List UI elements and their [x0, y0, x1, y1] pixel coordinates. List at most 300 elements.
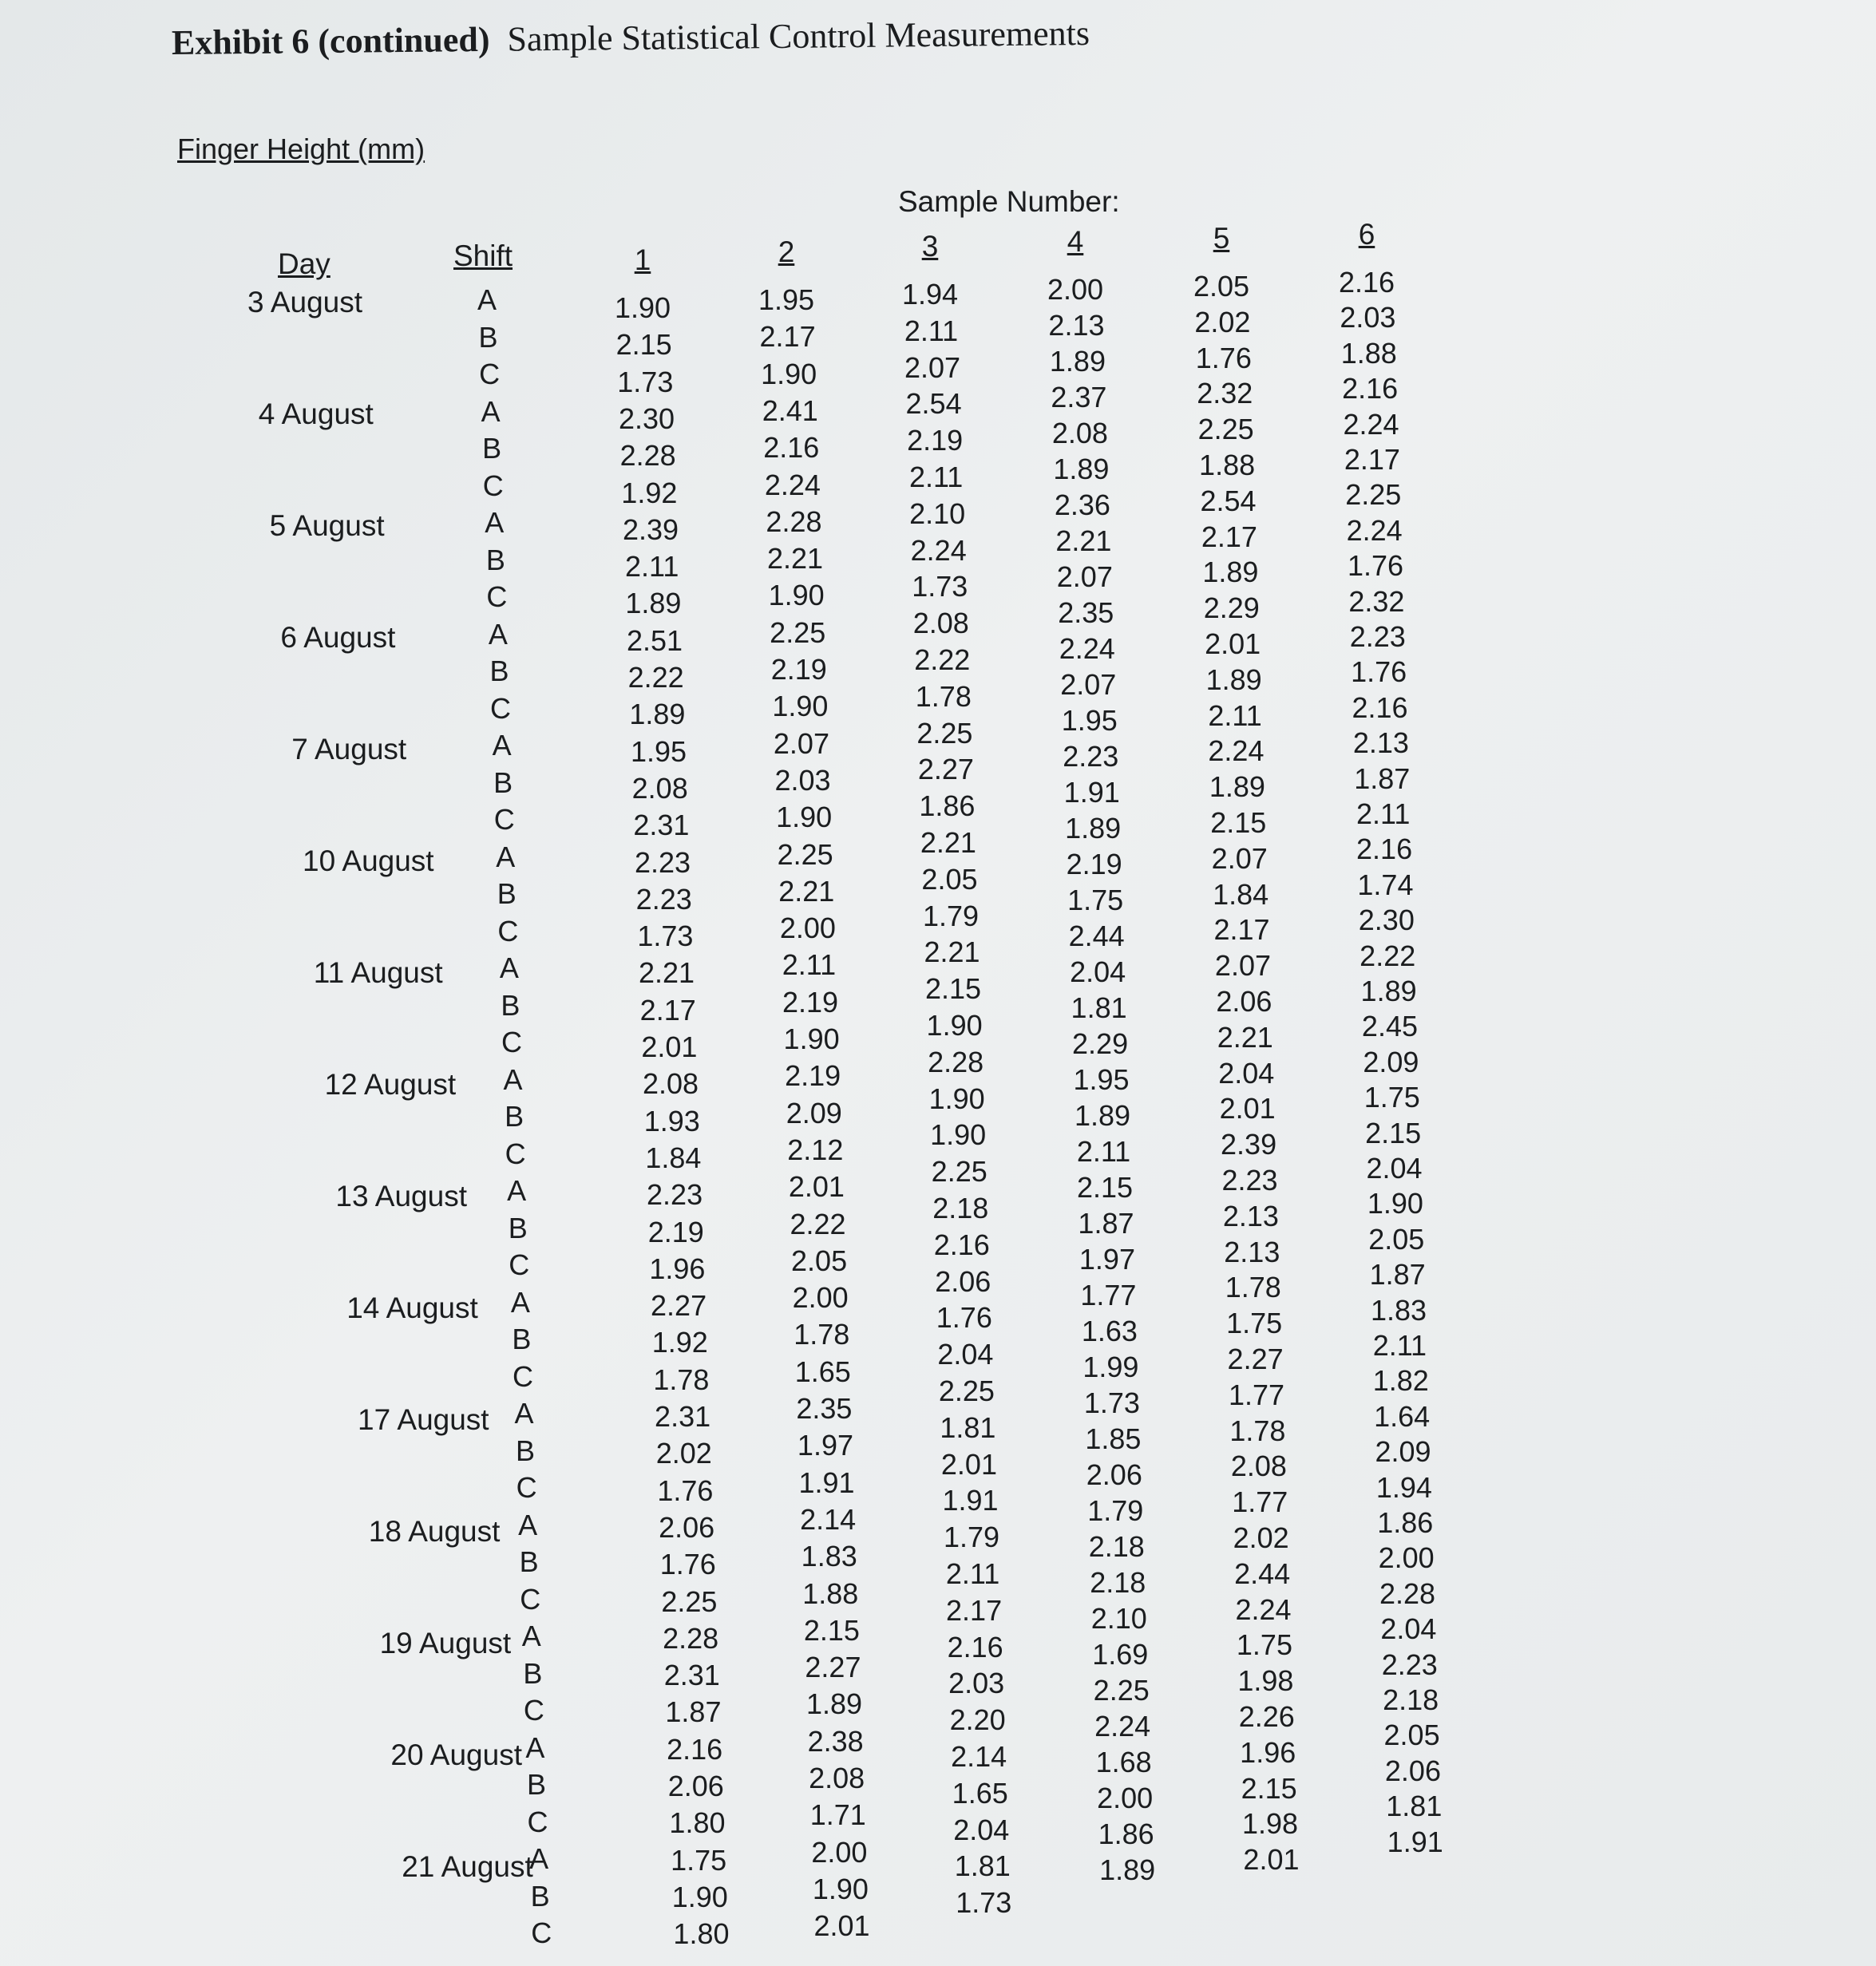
shift-cell: C	[512, 1359, 533, 1393]
measurement-cell: 2.21	[1055, 524, 1112, 557]
measurement-cell: 2.11	[1208, 698, 1262, 732]
measurement-cell: 2.06	[935, 1264, 991, 1298]
measurement-cell: 2.24	[910, 533, 967, 567]
measurement-cell: 1.91	[1387, 1825, 1443, 1858]
measurement-cell: 1.73	[912, 570, 968, 603]
measurement-cell: 2.39	[1221, 1128, 1277, 1161]
measurement-cell: 2.23	[635, 845, 691, 879]
measurement-cell: 2.11	[1372, 1329, 1427, 1362]
measurement-cell: 1.96	[649, 1252, 706, 1285]
sample-column-header: 6	[1358, 218, 1375, 251]
measurement-cell: 2.14	[951, 1740, 1007, 1773]
measurement-cell: 1.63	[1081, 1315, 1138, 1347]
measurement-cell: 2.24	[1059, 632, 1115, 665]
measurement-cell: 2.25	[938, 1375, 995, 1407]
measurement-cell: 2.23	[1063, 740, 1119, 773]
shift-cell: C	[509, 1248, 530, 1281]
measurement-cell: 2.05	[791, 1244, 848, 1277]
day-label: 12 August	[324, 1068, 457, 1101]
measurement-cell: 2.19	[647, 1215, 704, 1248]
measurement-cell: 2.39	[622, 512, 679, 546]
measurement-cell: 1.75	[1226, 1307, 1283, 1340]
measurement-cell: 1.75	[671, 1843, 727, 1877]
measurement-cell: 1.84	[1213, 877, 1269, 911]
measurement-cell: 2.20	[949, 1703, 1006, 1737]
measurement-cell: 1.96	[1240, 1735, 1296, 1769]
measurement-cell: 1.99	[1082, 1351, 1139, 1383]
measurement-cell: 2.12	[787, 1133, 844, 1166]
measurement-cell: 2.29	[1203, 591, 1260, 625]
measurement-cell: 2.18	[1088, 1530, 1145, 1563]
measurement-cell: 2.05	[1193, 270, 1250, 303]
measurement-cell: 2.26	[1238, 1700, 1295, 1733]
measurement-cell: 1.89	[1049, 345, 1106, 378]
measurement-cell: 2.27	[1227, 1343, 1284, 1375]
shift-cell: C	[497, 914, 519, 947]
measurement-cell: 2.24	[1346, 513, 1403, 547]
measurement-cell: 1.89	[1074, 1099, 1131, 1132]
sample-number-heading: Sample Number:	[898, 185, 1120, 218]
measurement-cell: 2.17	[946, 1593, 1003, 1627]
measurement-cell: 1.84	[645, 1141, 702, 1174]
measurement-cell: 1.80	[673, 1917, 730, 1951]
shift-cell: B	[485, 543, 505, 576]
day-label: 19 August	[379, 1627, 512, 1659]
measurement-cell: 1.89	[1205, 663, 1262, 696]
measurement-cell: 2.21	[778, 874, 835, 908]
measurement-cell: 1.78	[1229, 1414, 1286, 1447]
day-label: 17 August	[358, 1403, 489, 1436]
measurement-cell: 2.22	[1360, 939, 1416, 972]
measurement-cell: 1.95	[1073, 1063, 1130, 1096]
shift-cell: C	[523, 1694, 544, 1727]
measurement-cell: 1.79	[943, 1521, 1000, 1554]
measurement-cell: 1.89	[1360, 975, 1417, 1007]
day-column-header: Day	[278, 247, 330, 280]
measurement-cell: 2.54	[1200, 484, 1257, 517]
measurement-cell: 2.37	[1051, 381, 1107, 413]
measurement-cell: 2.35	[796, 1392, 853, 1425]
measurement-cell: 1.77	[1228, 1378, 1285, 1411]
measurement-cell: 1.78	[1225, 1271, 1281, 1304]
measurement-cell: 2.18	[932, 1192, 989, 1224]
measurement-cell: 2.01	[813, 1909, 870, 1943]
shift-cell: C	[505, 1137, 526, 1170]
measurement-cell: 1.97	[797, 1429, 853, 1462]
measurement-cell: 2.28	[619, 439, 676, 473]
measurement-cell: 2.51	[626, 623, 683, 657]
measurement-cell: 2.28	[663, 1621, 719, 1655]
measurement-cell: 2.07	[1214, 949, 1271, 983]
measurement-cell: 2.32	[1197, 377, 1253, 410]
day-label: 6 August	[280, 621, 396, 654]
measurement-cell: 2.04	[1218, 1056, 1275, 1090]
measurement-cell: 1.64	[1374, 1399, 1431, 1433]
measurement-cell: 1.87	[1369, 1258, 1426, 1292]
shift-cell: A	[499, 951, 519, 984]
measurement-cell: 2.08	[809, 1762, 865, 1794]
exhibit-label: Exhibit 6 (continued)	[171, 19, 490, 62]
measurement-cell: 1.81	[954, 1849, 1011, 1883]
shift-cell: C	[490, 691, 512, 725]
measurement-cell: 1.76	[659, 1548, 716, 1581]
measurement-cell: 2.06	[659, 1510, 715, 1544]
measurement-cell: 1.82	[1372, 1364, 1429, 1398]
measurement-cell: 1.75	[1363, 1081, 1420, 1114]
measurement-cell: 2.16	[933, 1228, 990, 1261]
measurement-cell: 2.09	[1375, 1435, 1431, 1469]
shift-cell: A	[507, 1174, 527, 1207]
measurement-cell: 2.24	[1094, 1710, 1151, 1743]
measurement-cell: 1.73	[956, 1886, 1012, 1920]
measurement-cell: 2.28	[766, 504, 822, 538]
measurement-cell: 2.13	[1352, 726, 1409, 760]
measurement-cell: 2.02	[1233, 1521, 1289, 1554]
measurement-cell: 1.97	[1079, 1243, 1135, 1276]
measurement-cell: 2.38	[807, 1724, 864, 1758]
shift-cell: A	[503, 1062, 523, 1096]
measurement-cell: 2.16	[1352, 690, 1408, 724]
measurement-cell: 1.91	[1063, 776, 1120, 809]
measurement-cell: 2.25	[931, 1155, 987, 1189]
measurement-cell: 1.65	[794, 1355, 851, 1388]
measurement-cell: 1.78	[653, 1363, 710, 1396]
day-label: 13 August	[335, 1180, 467, 1212]
measurement-cell: 2.07	[1060, 668, 1117, 701]
measurement-cell: 2.17	[1213, 913, 1270, 947]
measurement-cell: 2.25	[1345, 478, 1402, 512]
measurement-cell: 2.00	[1047, 273, 1104, 306]
measurement-cell: 1.76	[1347, 549, 1404, 583]
measurement-cell: 1.90	[1367, 1187, 1423, 1220]
measurement-cell: 1.90	[671, 1880, 728, 1913]
exhibit-title	[172, 13, 1090, 63]
measurement-cell: 2.01	[1243, 1843, 1300, 1877]
measurement-cell: 2.16	[1356, 833, 1413, 866]
measurement-cell: 2.21	[639, 956, 695, 990]
measurement-cell: 2.00	[1378, 1541, 1435, 1575]
measurement-cell: 2.15	[1210, 806, 1267, 839]
measurement-cell: 1.74	[1357, 868, 1414, 901]
measurement-cell: 2.06	[1384, 1754, 1441, 1787]
measurement-cell: 1.73	[637, 920, 694, 953]
day-label: 10 August	[303, 845, 434, 877]
measurement-cell: 2.07	[904, 350, 961, 384]
measurement-cell: 2.18	[1090, 1566, 1146, 1599]
measurement-cell: 2.03	[774, 763, 831, 797]
shift-column-header: Shift	[453, 239, 513, 272]
measurement-cell: 2.09	[1363, 1045, 1419, 1078]
measurement-cell: 2.05	[921, 862, 978, 896]
measurement-cell: 2.25	[1197, 413, 1254, 446]
measurement-cell: 2.23	[1349, 620, 1406, 653]
measurement-cell: 2.00	[779, 912, 836, 945]
measurement-cell: 2.17	[639, 993, 696, 1027]
measurement-cell: 1.89	[1053, 453, 1110, 485]
sample-column-header: 1	[634, 243, 651, 276]
measurement-cell: 1.79	[922, 899, 980, 932]
shift-cell: C	[516, 1471, 537, 1504]
measurement-cell: 2.15	[1365, 1116, 1422, 1149]
measurement-cell: 2.25	[770, 615, 826, 649]
measurement-cell: 1.89	[1099, 1853, 1156, 1886]
measurement-cell: 2.16	[763, 431, 820, 465]
measurement-cell: 1.89	[629, 698, 686, 731]
measurement-cell: 1.93	[643, 1104, 700, 1137]
measurement-cell: 1.90	[783, 1023, 840, 1055]
measurement-cell: 2.18	[1383, 1683, 1439, 1716]
measurement-cell: 2.17	[759, 320, 816, 354]
measurement-cell: 2.27	[651, 1289, 707, 1323]
measurement-cell: 2.15	[1076, 1171, 1134, 1204]
measurement-cell: 2.16	[1342, 372, 1399, 405]
measurement-cell: 1.90	[614, 291, 671, 324]
measurement-cell: 2.16	[947, 1630, 1003, 1663]
measurement-cell: 1.89	[805, 1687, 863, 1721]
measurement-cell: 1.86	[1377, 1506, 1434, 1539]
measurement-cell: 2.11	[782, 948, 837, 982]
measurement-cell: 1.95	[630, 734, 687, 768]
day-label: 21 August	[402, 1850, 533, 1883]
measurement-cell: 2.54	[905, 387, 962, 421]
measurement-cell: 2.41	[762, 394, 818, 427]
measurement-cell: 2.24	[764, 468, 821, 501]
measurement-cell: 2.08	[643, 1067, 699, 1101]
measurement-cell: 2.04	[953, 1813, 1010, 1846]
measurement-cell: 1.87	[1354, 761, 1411, 795]
measurement-cell: 2.11	[908, 461, 964, 493]
shift-cell: C	[493, 803, 515, 836]
measurement-cell: 2.08	[1051, 417, 1108, 449]
measurement-cell: 2.13	[1224, 1235, 1280, 1268]
measurement-cell: 2.23	[1221, 1164, 1278, 1197]
measurement-cell: 1.73	[617, 365, 674, 398]
measurement-cell: 2.30	[618, 402, 675, 435]
shift-cell: B	[519, 1545, 539, 1578]
measurement-cell: 2.19	[907, 424, 964, 457]
measurement-cell: 2.24	[1235, 1592, 1292, 1626]
measurement-cell: 2.19	[770, 653, 827, 686]
measurement-cell: 2.44	[1234, 1557, 1291, 1590]
measurement-cell: 2.19	[1066, 848, 1122, 880]
measurement-cell: 2.15	[803, 1613, 860, 1647]
sample-column-header: 2	[778, 235, 795, 268]
day-label: 11 August	[313, 956, 443, 989]
shift-cell: C	[482, 469, 504, 502]
shift-cell: A	[485, 506, 505, 539]
measurement-cell: 2.03	[1340, 301, 1396, 334]
measurement-cell: 1.95	[758, 283, 815, 316]
measurement-cell: 2.21	[924, 936, 980, 969]
measurement-cell: 2.29	[1072, 1027, 1129, 1060]
shift-cell: A	[514, 1397, 534, 1430]
measurement-cell: 2.04	[1366, 1152, 1423, 1185]
measurement-cell: 1.91	[942, 1484, 999, 1517]
measurement-cell: 2.13	[1048, 309, 1105, 342]
measurement-cell: 2.17	[1201, 520, 1257, 553]
shift-cell: A	[521, 1620, 541, 1652]
sample-column-header: 3	[921, 230, 939, 263]
measurement-cell: 2.01	[1205, 627, 1261, 660]
shift-cell: C	[531, 1917, 552, 1949]
measurement-cell: 1.94	[901, 278, 959, 311]
measurement-cell: 2.05	[1368, 1222, 1425, 1256]
measurement-cell: 1.90	[776, 801, 833, 834]
measurement-cell: 1.85	[1085, 1422, 1142, 1455]
measurement-cell: 2.31	[633, 809, 690, 842]
measurement-cell: 1.90	[926, 1009, 983, 1042]
measurement-cell: 1.98	[1242, 1807, 1299, 1841]
measurement-cell: 2.07	[1056, 560, 1113, 593]
measurement-cell: 2.11	[945, 1557, 1000, 1590]
shift-cell: A	[525, 1731, 545, 1764]
measurement-cell: 2.16	[1338, 266, 1395, 299]
measurement-cell: 2.45	[1361, 1010, 1418, 1043]
day-label: 20 August	[390, 1739, 522, 1771]
measurement-cell: 2.21	[920, 826, 976, 859]
measurement-cell: 1.92	[651, 1326, 708, 1359]
measurement-cell: 1.65	[952, 1776, 1008, 1810]
measurement-cell: 1.81	[940, 1410, 996, 1444]
shift-cell: B	[526, 1768, 546, 1801]
shift-cell: C	[479, 358, 501, 390]
measurement-cell: 1.75	[1236, 1628, 1292, 1662]
measurement-cell: 1.87	[665, 1695, 722, 1729]
measurement-cell: 2.00	[792, 1281, 849, 1315]
measurement-cell: 1.89	[1065, 812, 1122, 845]
measurement-cell: 2.15	[1241, 1771, 1297, 1805]
measurement-cell: 2.30	[1358, 904, 1415, 937]
measurement-cell: 1.77	[1232, 1485, 1288, 1519]
shift-cell: A	[481, 394, 501, 428]
shift-cell: A	[492, 729, 512, 761]
measurement-cell: 2.27	[917, 753, 974, 786]
measurement-cell: 1.81	[1071, 991, 1127, 1024]
shift-cell: A	[529, 1842, 549, 1875]
measurement-cell: 2.15	[615, 328, 672, 362]
measurement-cell: 2.08	[1230, 1450, 1287, 1483]
measurement-cell: 2.04	[937, 1338, 994, 1371]
measurement-cell: 2.01	[788, 1170, 845, 1204]
measurement-cell: 2.17	[1344, 443, 1400, 476]
measurement-cell: 2.09	[786, 1096, 842, 1129]
measurement-cell: 1.98	[1237, 1664, 1294, 1698]
measurement-cell: 2.19	[782, 985, 839, 1019]
measurement-cell: 2.25	[1093, 1674, 1150, 1707]
measurement-cell: 1.91	[798, 1466, 855, 1499]
shift-cell: A	[510, 1285, 530, 1319]
shift-cell: C	[520, 1582, 541, 1616]
measurement-cell: 2.24	[1343, 407, 1399, 441]
section-title: Finger Height (mm)	[177, 133, 425, 165]
shift-cell: B	[493, 765, 513, 799]
measurement-cell: 1.79	[1087, 1494, 1144, 1527]
measurement-cell: 2.11	[1076, 1135, 1131, 1168]
measurement-cell: 1.86	[919, 789, 976, 823]
shift-cell: B	[482, 432, 502, 465]
shift-cell: B	[523, 1656, 543, 1690]
measurement-cell: 2.32	[1348, 584, 1405, 618]
measurement-cell: 2.31	[663, 1659, 720, 1692]
shift-cell: A	[488, 617, 508, 651]
measurement-cell: 1.75	[1067, 884, 1124, 916]
measurement-cell: 2.02	[1194, 305, 1251, 338]
shift-cell: B	[501, 988, 520, 1022]
measurement-cell: 2.07	[773, 726, 829, 760]
shift-cell: B	[512, 1323, 532, 1355]
measurement-cell: 2.31	[655, 1400, 711, 1433]
measurement-cell: 2.02	[655, 1437, 712, 1470]
measurement-cell: 2.06	[667, 1770, 724, 1802]
measurement-cell: 2.25	[661, 1584, 718, 1618]
shift-cell: C	[501, 1026, 522, 1058]
measurement-cell: 1.90	[772, 690, 829, 723]
measurement-cell: 1.89	[1202, 556, 1259, 589]
measurement-cell: 2.00	[1097, 1782, 1154, 1814]
measurement-cell: 2.22	[914, 643, 971, 676]
measurement-cell: 1.88	[1340, 336, 1397, 370]
shift-cell: B	[505, 1100, 524, 1133]
sample-column-header: 4	[1067, 225, 1084, 258]
measurement-cell: 1.90	[761, 357, 817, 390]
measurement-cell: 1.69	[1092, 1638, 1149, 1671]
measurement-cell: 2.16	[667, 1732, 723, 1766]
measurement-cell: 2.14	[800, 1502, 857, 1536]
measurement-cell: 2.15	[925, 972, 982, 1006]
measurement-cell: 2.23	[635, 882, 692, 916]
measurement-cell: 2.22	[627, 661, 684, 694]
shift-cell: A	[518, 1508, 538, 1541]
measurement-cell: 1.80	[669, 1806, 726, 1840]
measurement-cell: 2.36	[1054, 489, 1110, 521]
measurement-cell: 2.28	[1379, 1576, 1436, 1610]
day-label: 14 August	[346, 1292, 478, 1324]
measurement-cell: 1.86	[1098, 1818, 1154, 1850]
measurement-cell: 1.78	[794, 1318, 850, 1351]
measurement-cell: 2.25	[777, 837, 833, 871]
measurement-cell: 2.04	[1380, 1612, 1437, 1646]
measurement-cell: 2.13	[1222, 1199, 1279, 1232]
measurement-cell: 2.01	[641, 1030, 698, 1063]
day-label: 7 August	[291, 733, 407, 765]
exhibit-description: Sample Statistical Control Measurements	[507, 13, 1090, 59]
measurement-cell: 2.22	[790, 1207, 846, 1240]
shift-cell: B	[478, 320, 498, 354]
measurement-cell: 1.87	[1078, 1207, 1134, 1240]
measurement-cell: 2.00	[811, 1835, 868, 1869]
measurement-cell: 1.94	[1375, 1470, 1432, 1504]
measurement-cell: 2.06	[1216, 985, 1272, 1018]
shift-cell: C	[486, 580, 508, 613]
measurement-cell: 2.11	[1356, 797, 1411, 830]
measurement-cell: 2.05	[1383, 1719, 1440, 1752]
measurement-cell: 1.76	[1195, 341, 1252, 374]
measurement-cell: 1.71	[809, 1798, 866, 1832]
measurement-cell: 2.23	[647, 1178, 703, 1212]
measurement-cell: 2.01	[1219, 1092, 1276, 1125]
measurement-cell: 2.35	[1058, 596, 1114, 629]
measurement-cell: 2.11	[624, 550, 679, 583]
measurement-cell: 2.24	[1208, 734, 1265, 768]
shift-cell: A	[496, 840, 516, 873]
measurement-cell: 1.76	[1351, 655, 1407, 689]
measurement-cell: 2.08	[912, 607, 969, 640]
measurement-cell: 1.88	[1199, 449, 1256, 481]
measurement-cell: 1.89	[625, 587, 682, 620]
measurement-cell: 1.77	[1080, 1279, 1137, 1311]
measurement-cell: 1.76	[936, 1301, 992, 1335]
measurement-cell: 1.90	[812, 1872, 869, 1905]
